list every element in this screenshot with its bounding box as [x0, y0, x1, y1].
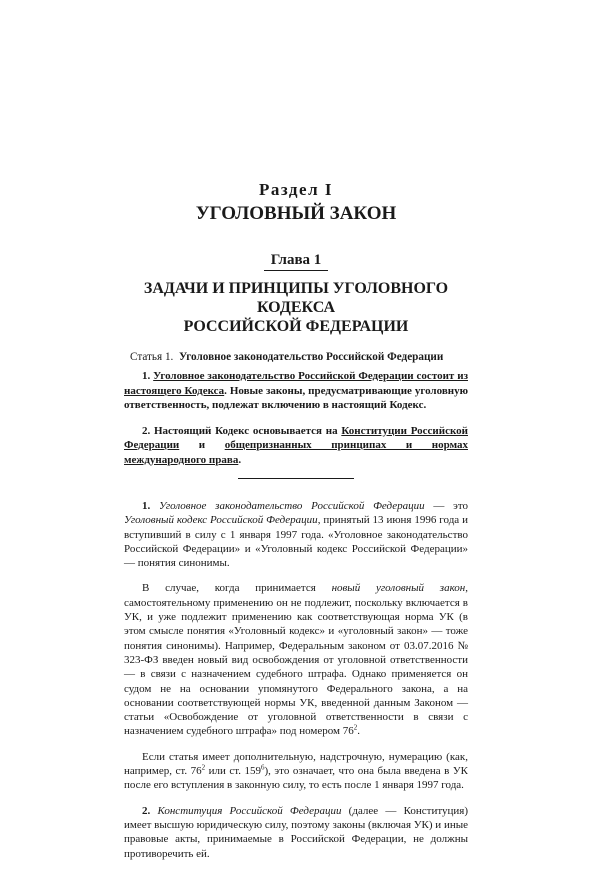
- commentary-paragraph-3: [124, 750, 468, 793]
- commentary-paragraph-1: [124, 499, 468, 570]
- commentary-paragraph-1-text-1: — это: [424, 500, 468, 512]
- commentary-paragraph-2-text-2: , самостоятельному применению он не подлежит, поскольку включается в УК, и уже подлежит применению как соответствующая норма УК (в этом смысле понятия «Уголовный кодекс» и «уголовный закон» — тоже понятия синонимы). Например, Федеральным законом от 03.07.2016 № 323-ФЗ введен новый вид освобождения от уголовной ответственности — в связи с назначением судебного штрафа. Однако применяется он судом не на основании упомянутого Федерального закона, а на основании соответствующей нормы УК, введенной данным Законом — статьи «Освобождение от уголовной ответственности в связи с назначением судебного штрафа» под номером 76: [124, 582, 468, 738]
- document-page: [124, 180, 468, 872]
- article-paragraph-1-underlined: Уголовное законодательство Российской Федерации состоит из настоящего Кодекса: [124, 370, 468, 397]
- article-paragraph-2-text-c: .: [238, 453, 242, 466]
- commentary-paragraph-3-text-3: ), это означает, что она была введена в УК после его вступления в законную силу, то есть после 1 января 1997 года.: [124, 765, 469, 792]
- commentary-paragraph-4-number: 2.: [142, 804, 151, 817]
- commentary-paragraph-1-term-2: Уголовный кодекс Российской Федерации: [124, 514, 318, 527]
- article-heading: [124, 350, 468, 365]
- article-paragraph-2-text-b: и: [179, 439, 225, 451]
- commentary-paragraph-2: [124, 581, 468, 738]
- article-paragraph-2-text-a: Настоящий Кодекс основывается на: [153, 424, 342, 437]
- commentary-paragraph-2-superscript: 2: [353, 723, 358, 732]
- article-paragraph-1: [124, 369, 468, 413]
- commentary-paragraph-2-term: новый уголовный закон: [331, 582, 466, 595]
- commentary-paragraph-4: [124, 804, 468, 861]
- commentary-paragraph-1-text-2: , принятый 13 июня 1996 года и вступивший в силу с 1 января 1997 года. «Уголовное законодательство Российской Федерации» и «Уголовный кодекс Российской Федерации» — понятия синонимы.: [124, 514, 468, 570]
- commentary-paragraph-2-text-1: В случае, когда принимается: [142, 582, 332, 595]
- commentary-paragraph-4-text-1: (далее — Конституция) имеет высшую юридическую силу, поэтому законы (включая УК) и иные правовые акты, принимаемые в Российской Федерации, не должны противоречить ей.: [124, 804, 469, 860]
- commentary-paragraph-1-term-1: Уголовное законодательство Российской Федерации: [159, 500, 425, 512]
- article-paragraph-2-international-law: общепризнанных принципах и нормах международного права: [124, 439, 468, 466]
- article-title: Уголовное законодательство Российской Федерации: [178, 351, 444, 363]
- article-paragraph-1-number: 1.: [142, 370, 151, 382]
- commentary-paragraph-1-number: 1.: [142, 500, 151, 512]
- chapter-label: Глава 1: [270, 252, 322, 268]
- chapter-title-line-1: ЗАДАЧИ И ПРИНЦИПЫ УГОЛОВНОГО КОДЕКСА: [143, 280, 449, 316]
- commentary-paragraph-3-text-2: или ст. 159: [205, 765, 262, 778]
- section-label: Раздел I: [259, 180, 333, 199]
- article-paragraph-1-rest: . Новые законы, предусматривающие уголовную ответственность, подлежат включению в настоящий Кодекс.: [124, 384, 469, 411]
- chapter-title: [124, 279, 468, 336]
- section-title: УГОЛОВНЫЙ ЗАКОН: [195, 203, 397, 224]
- article-paragraph-2: [124, 424, 468, 468]
- chapter-title-line-2: РОССИЙСКОЙ ФЕДЕРАЦИИ: [183, 318, 409, 335]
- article-paragraph-2-number: 2.: [142, 424, 151, 437]
- commentary-paragraph-3-text-1: Если статья имеет дополнительную, надстрочную, нумерацию (как, например, ст. 76: [124, 750, 468, 778]
- commentary-paragraph-3-superscript-2: 6: [261, 763, 265, 772]
- article-paragraph-2-constitution: Конституции Российской Федерации: [124, 424, 468, 451]
- article-number: Статья 1.: [130, 351, 174, 363]
- commentary-paragraph-4-term: Конституция Российской Федерации: [157, 804, 342, 817]
- section-divider: [238, 478, 354, 479]
- chapter-label-underline: [264, 270, 328, 271]
- commentary-paragraph-3-superscript-1: 2: [201, 763, 206, 772]
- commentary-paragraph-2-end: .: [357, 725, 360, 738]
